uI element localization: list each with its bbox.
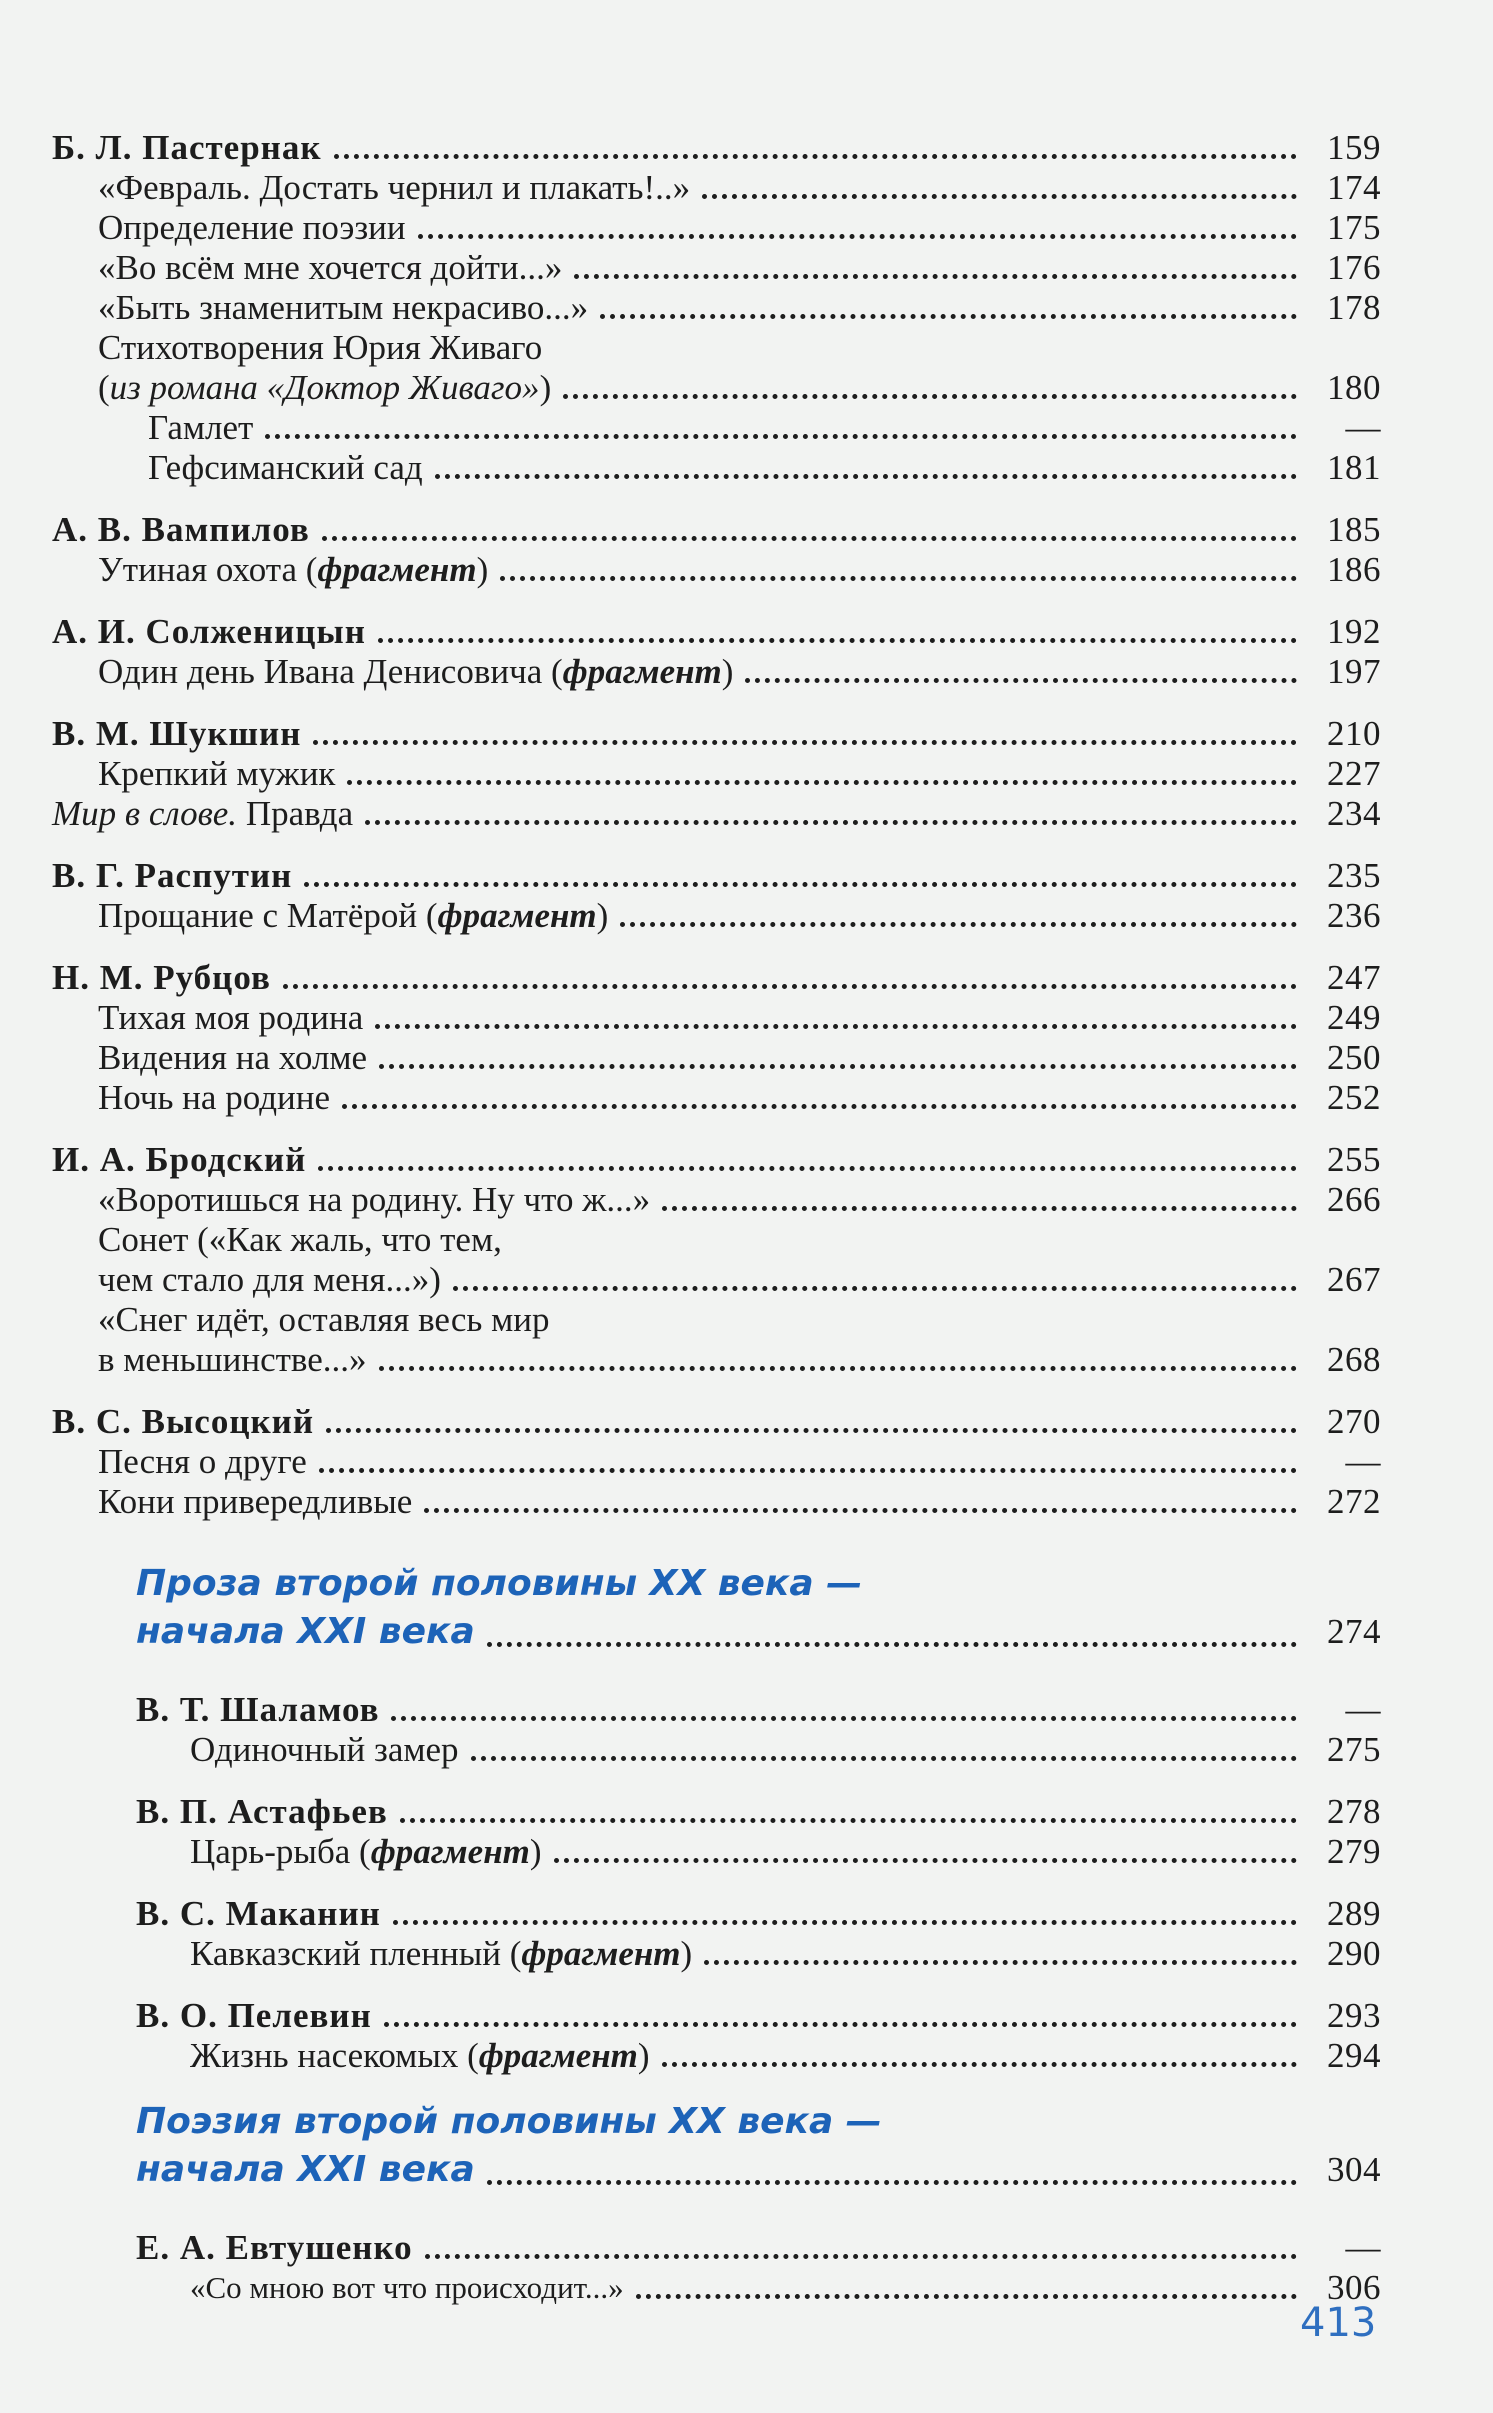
dot-leader: [554, 1858, 1298, 1863]
dot-leader: [322, 536, 1297, 541]
toc-entry: [98, 1482, 1381, 1522]
page-ref: 275: [1327, 1730, 1381, 1769]
toc-author-entry: [136, 1792, 1381, 1832]
dot-leader: [620, 922, 1297, 927]
work-title: «Воротишься на родину. Ну что ж...»: [98, 1180, 651, 1219]
title-text: Жизнь насекомых (: [190, 2036, 479, 2075]
toc-author-entry: [52, 510, 1381, 550]
dot-leader: [418, 234, 1297, 239]
toc-entry: [98, 998, 1381, 1038]
author-name: В. М. Шукшин: [52, 714, 302, 753]
toc-entry: [98, 208, 1381, 248]
work-title: Гамлет: [148, 408, 254, 447]
fragment-label: фрагмент: [370, 1832, 530, 1871]
section-title-cont: начала XXI века: [136, 1611, 475, 1652]
dot-leader: [563, 394, 1297, 399]
page-ref: 159: [1327, 128, 1381, 167]
dot-leader: [745, 678, 1297, 683]
author-name: В. С. Маканин: [136, 1894, 381, 1933]
work-title: Определение поэзии: [98, 208, 406, 247]
page-ref: 289: [1327, 1894, 1381, 1933]
dot-leader: [334, 154, 1297, 159]
title-text: Правда: [237, 794, 354, 833]
page-ref: 268: [1327, 1340, 1381, 1379]
toc-entry: [98, 1300, 1381, 1340]
page-ref: —: [1345, 1690, 1381, 1729]
title-text: Прощание с Матёрой (: [98, 896, 438, 935]
page-ref: 294: [1327, 2036, 1381, 2075]
section-heading: [136, 2098, 1381, 2146]
page-ref: 255: [1327, 1140, 1381, 1179]
toc-entry: [98, 896, 1381, 936]
dot-leader: [453, 1286, 1297, 1291]
fragment-label: фрагмент: [562, 652, 722, 691]
table-of-contents: [0, 128, 1493, 2308]
toc-entry: [190, 1730, 1381, 1770]
work-title: [190, 1832, 542, 1872]
toc-author-entry: [136, 1690, 1381, 1730]
work-title: Стихотворения Юрия Живаго: [98, 328, 543, 367]
section-title: Проза второй половины XX века —: [136, 1563, 863, 1604]
toc-author-entry: [52, 856, 1381, 896]
paren: (: [98, 368, 110, 407]
page-ref: 181: [1327, 448, 1381, 487]
title-text: Кавказский пленный (: [190, 1934, 522, 1973]
toc-entry: [98, 754, 1381, 794]
toc-entry: [190, 2036, 1381, 2076]
section-title-cont: начала XXI века: [136, 2149, 475, 2190]
toc-entry: [98, 1442, 1381, 1482]
work-subtitle: [98, 368, 551, 408]
dot-leader: [400, 1818, 1297, 1823]
page-ref: 186: [1327, 550, 1381, 589]
page-ref: 279: [1327, 1832, 1381, 1871]
title-text: Один день Ивана Денисовича (: [98, 652, 563, 691]
dot-leader: [600, 314, 1297, 319]
work-title: Одиночный замер: [190, 1730, 459, 1769]
toc-entry: [98, 1180, 1381, 1220]
dot-leader: [435, 474, 1297, 479]
toc-entry: [98, 1038, 1381, 1078]
toc-entry: [98, 1340, 1381, 1380]
page-ref: 274: [1327, 1612, 1381, 1651]
page-ref: 249: [1327, 998, 1381, 1037]
dot-leader: [662, 1206, 1297, 1211]
dot-leader: [662, 2062, 1297, 2067]
page-ref: 192: [1327, 612, 1381, 651]
dot-leader: [265, 434, 1297, 439]
dot-leader: [425, 2254, 1297, 2259]
dot-leader: [326, 1428, 1297, 1433]
author-name: И. А. Бродский: [52, 1140, 307, 1179]
author-name: В. Т. Шаламов: [136, 1690, 380, 1729]
page-ref: 278: [1327, 1792, 1381, 1831]
toc-entry: [148, 408, 1381, 448]
page-ref: 197: [1327, 652, 1381, 691]
toc-author-entry: [52, 958, 1381, 998]
dot-leader: [304, 882, 1297, 887]
dot-leader: [378, 638, 1297, 643]
page-ref: 293: [1327, 1996, 1381, 2035]
work-title: «Быть знаменитым некрасиво...»: [98, 288, 589, 327]
page-ref: 174: [1327, 168, 1381, 207]
dot-leader: [424, 1508, 1297, 1513]
page-ref: 210: [1327, 714, 1381, 753]
dot-leader: [379, 1366, 1298, 1371]
page-ref: 250: [1327, 1038, 1381, 1077]
toc-entry: [98, 368, 1381, 408]
toc-entry: [190, 1832, 1381, 1872]
dot-leader: [471, 1756, 1297, 1761]
dot-leader: [342, 1104, 1297, 1109]
toc-author-entry: [136, 1996, 1381, 2036]
fragment-label: фрагмент: [521, 1934, 681, 1973]
toc-author-entry: [52, 612, 1381, 652]
dot-leader: [318, 1166, 1297, 1171]
page-ref: 176: [1327, 248, 1381, 287]
page-ref: 175: [1327, 208, 1381, 247]
work-title: [190, 2036, 650, 2076]
page-ref: 304: [1327, 2150, 1381, 2189]
toc-author-entry: [136, 2228, 1381, 2268]
page-number: 413: [1300, 2300, 1377, 2346]
toc-entry: [98, 1220, 1381, 1260]
title-text: Царь-рыба (: [190, 1832, 371, 1871]
page-ref: —: [1345, 2228, 1381, 2267]
page-ref: 185: [1327, 510, 1381, 549]
dot-leader: [347, 780, 1297, 785]
dot-leader: [487, 1642, 1297, 1647]
work-title: [52, 794, 353, 834]
page-ref: —: [1345, 1442, 1381, 1481]
paren: ): [529, 1832, 542, 1871]
author-name: А. И. Солженицын: [52, 612, 366, 651]
page-ref: 247: [1327, 958, 1381, 997]
author-name: Б. Л. Пастернак: [52, 128, 322, 167]
section-heading: [136, 1608, 1381, 1656]
page-ref: 290: [1327, 1934, 1381, 1973]
author-name: Е. А. Евтушенко: [136, 2228, 413, 2267]
dot-leader: [393, 1920, 1297, 1925]
work-title: [98, 896, 608, 936]
paren: ): [721, 652, 734, 691]
fragment-label: фрагмент: [437, 896, 597, 935]
work-title: Сонет («Как жаль, что тем,: [98, 1220, 502, 1259]
dot-leader: [636, 2294, 1297, 2299]
page-ref: 306: [1327, 2268, 1381, 2307]
toc-entry: [98, 652, 1381, 692]
toc-entry: [98, 328, 1381, 368]
dot-leader: [365, 820, 1297, 825]
toc-entry: [190, 1934, 1381, 1974]
toc-author-entry: [52, 128, 1381, 168]
page-ref: 252: [1327, 1078, 1381, 1117]
paren: ): [637, 2036, 650, 2075]
subtitle-italic: из романа «Доктор Живаго»: [109, 368, 540, 407]
work-title: Крепкий мужик: [98, 754, 336, 793]
work-title: Кони привередливые: [98, 1482, 413, 1521]
page-ref: —: [1345, 408, 1381, 447]
section-heading: [136, 2146, 1381, 2194]
toc-entry: [98, 248, 1381, 288]
toc-entry: [52, 794, 1381, 834]
work-title: «Со мною вот что происходит...»: [190, 2270, 624, 2305]
work-title: Гефсиманский сад: [148, 448, 423, 487]
author-name: Н. М. Рубцов: [52, 958, 271, 997]
work-title-cont: в меньшинстве...»: [98, 1340, 367, 1379]
toc-entry: [98, 168, 1381, 208]
page-ref: 178: [1327, 288, 1381, 327]
toc-entry: [148, 448, 1381, 488]
page-ref: 266: [1327, 1180, 1381, 1219]
dot-leader: [283, 984, 1297, 989]
dot-leader: [500, 576, 1297, 581]
page-ref: 235: [1327, 856, 1381, 895]
toc-entry: [98, 288, 1381, 328]
page-ref: 234: [1327, 794, 1381, 833]
dot-leader: [391, 1716, 1297, 1721]
work-title: Песня о друге: [98, 1442, 307, 1481]
dot-leader: [704, 1960, 1297, 1965]
dot-leader: [487, 2180, 1297, 2185]
work-title-cont: чем стало для меня...»): [98, 1260, 441, 1299]
toc-author-entry: [52, 1140, 1381, 1180]
paren: ): [596, 896, 609, 935]
work-title: Тихая моя родина: [98, 998, 364, 1037]
work-title: «Во всём мне хочется дойти...»: [98, 248, 563, 287]
dot-leader: [313, 740, 1297, 745]
toc-author-entry: [52, 714, 1381, 754]
paren: ): [476, 550, 489, 589]
dot-leader: [574, 274, 1297, 279]
work-title: [98, 652, 733, 692]
toc-author-entry: [52, 1402, 1381, 1442]
author-name: В. С. Высоцкий: [52, 1402, 314, 1441]
rubric-italic: Мир в слове.: [52, 794, 238, 833]
page-ref: 227: [1327, 754, 1381, 793]
work-title: [190, 1934, 692, 1974]
toc-entry: [98, 1078, 1381, 1118]
page-ref: 272: [1327, 1482, 1381, 1521]
page-ref: 236: [1327, 896, 1381, 935]
dot-leader: [702, 194, 1297, 199]
dot-leader: [379, 1064, 1297, 1069]
author-name: В. О. Пелевин: [136, 1996, 372, 2035]
paren: ): [539, 368, 552, 407]
dot-leader: [375, 1024, 1297, 1029]
work-title: Видения на холме: [98, 1038, 368, 1077]
work-title: Ночь на родине: [98, 1078, 330, 1117]
toc-entry: [98, 550, 1381, 590]
fragment-label: фрагмент: [478, 2036, 638, 2075]
section-title: Поэзия второй половины XX века —: [136, 2101, 882, 2142]
work-title: [98, 550, 488, 590]
work-title: «Февраль. Достать чернил и плакать!..»: [98, 168, 691, 207]
page-ref: 180: [1327, 368, 1381, 407]
toc-entry: [190, 2268, 1381, 2308]
title-text: Утиная охота (: [98, 550, 318, 589]
paren: ): [680, 1934, 693, 1973]
dot-leader: [319, 1468, 1297, 1473]
toc-entry: [98, 1260, 1381, 1300]
page-ref: 270: [1327, 1402, 1381, 1441]
dot-leader: [384, 2022, 1297, 2027]
page-ref: 267: [1327, 1260, 1381, 1299]
author-name: А. В. Вампилов: [52, 510, 310, 549]
section-heading: [136, 1560, 1381, 1608]
work-title: «Снег идёт, оставляя весь мир: [98, 1300, 550, 1339]
toc-author-entry: [136, 1894, 1381, 1934]
fragment-label: фрагмент: [317, 550, 477, 589]
author-name: В. П. Астафьев: [136, 1792, 388, 1831]
author-name: В. Г. Распутин: [52, 856, 293, 895]
